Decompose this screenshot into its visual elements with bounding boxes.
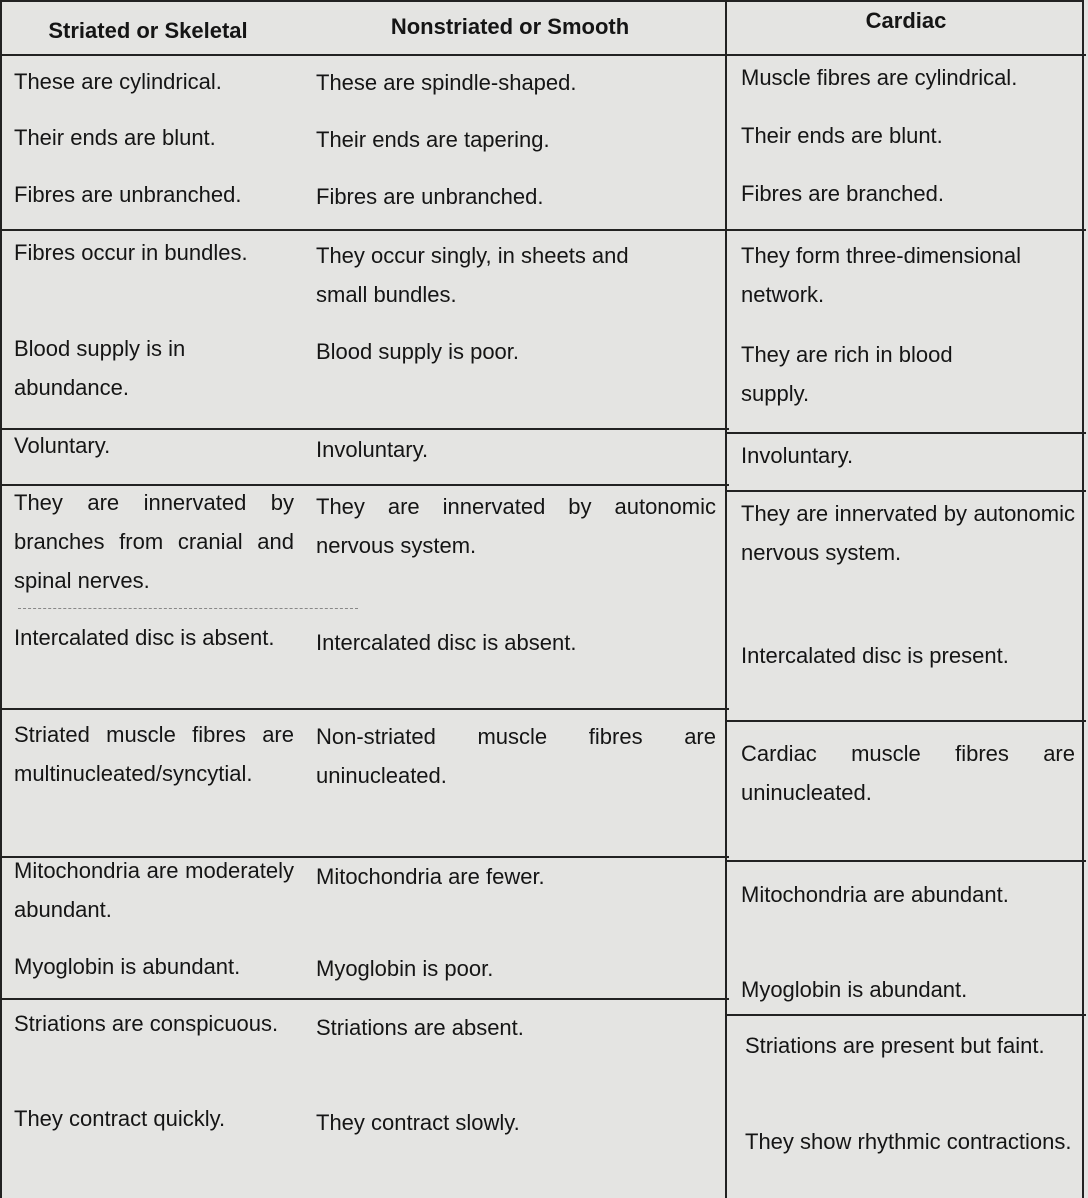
cell-cardiac-blood: They are rich in blood supply. [741, 342, 953, 406]
cell-cardiac-contraction: They show rhythmic contractions. [745, 1129, 1072, 1154]
row-rule [727, 860, 1086, 862]
cell-skeletal-arrangement: Fibres occur in bundles. [14, 240, 248, 265]
faint-dashed-rule [18, 608, 358, 610]
cell-skeletal-shape: These are cylindrical. [14, 69, 222, 94]
row-rule [727, 1014, 1086, 1016]
cell-smooth-myoglobin: Myoglobin is poor. [316, 956, 494, 981]
cell-skeletal-contraction: They contract quickly. [14, 1106, 226, 1131]
cell-cardiac-nucleation: Cardiac muscle fibres are uninucleated. [741, 741, 1075, 805]
cell-skeletal-control: Voluntary. [14, 433, 111, 458]
cell-smooth-disc: Intercalated disc is absent. [316, 630, 577, 655]
header-smooth: Nonstriated or Smooth [390, 14, 630, 39]
cell-smooth-mitochondria: Mitochondria are fewer. [316, 864, 545, 889]
cell-smooth-control: Involuntary. [316, 437, 429, 462]
cell-smooth-branching: Fibres are unbranched. [316, 184, 544, 209]
cell-smooth-arrangement: They occur singly, in sheets and small bundles. [316, 243, 629, 307]
cell-cardiac-disc: Intercalated disc is present. [741, 643, 1009, 668]
cell-smooth-innervation: They are innervated by autonomic nervous system. [316, 494, 716, 558]
cell-skeletal-ends: Their ends are blunt. [14, 125, 216, 150]
cell-smooth-nucleation: Non-striated muscle fibres are uninucleated. [316, 724, 716, 788]
cell-cardiac-ends: Their ends are blunt. [741, 123, 943, 148]
cell-cardiac-striations: Striations are present but faint. [745, 1033, 1045, 1058]
header-cardiac: Cardiac [865, 8, 947, 33]
cell-skeletal-nucleation: Striated muscle fibres are multinucleated/syncytial. [14, 722, 294, 786]
cell-skeletal-myoglobin: Myoglobin is abundant. [14, 954, 241, 979]
cell-cardiac-myoglobin: Myoglobin is abundant. [741, 977, 968, 1002]
header-rule [0, 54, 1086, 56]
cell-cardiac-arrangement: They form three-dimensional network. [741, 243, 1022, 307]
row-rule [727, 720, 1086, 722]
cell-smooth-ends: Their ends are tapering. [316, 127, 550, 152]
row-rule [0, 998, 729, 1000]
cell-smooth-blood: Blood supply is poor. [316, 339, 520, 364]
cell-skeletal-branching: Fibres are unbranched. [14, 182, 242, 207]
cell-smooth-striations: Striations are absent. [316, 1015, 524, 1040]
row-rule [0, 229, 1086, 231]
cell-smooth-contraction: They contract slowly. [316, 1110, 520, 1135]
cell-cardiac-shape: Muscle fibres are cylindrical. [741, 65, 1018, 90]
cell-cardiac-innervation: They are innervated by autonomic nervous system. [741, 501, 1075, 565]
cell-cardiac-control: Involuntary. [741, 443, 854, 468]
header-skeletal: Striated or Skeletal [48, 18, 248, 43]
row-rule [727, 432, 1086, 434]
cell-skeletal-striations: Striations are conspicuous. [14, 1011, 279, 1036]
cell-skeletal-disc: Intercalated disc is absent. [14, 625, 275, 650]
cell-skeletal-blood: Blood supply is in abundance. [14, 336, 186, 400]
row-rule [727, 490, 1086, 492]
column-divider [725, 0, 727, 1198]
cell-smooth-shape: These are spindle-shaped. [316, 70, 577, 95]
cell-skeletal-mitochondria: Mitochondria are moderately abundant. [14, 858, 294, 922]
cell-cardiac-branching: Fibres are branched. [741, 181, 944, 206]
cell-skeletal-innervation: They are innervated by branches from cranial and spinal nerves. [14, 490, 294, 593]
row-rule [0, 708, 729, 710]
cell-cardiac-mitochondria: Mitochondria are abundant. [741, 882, 1009, 907]
